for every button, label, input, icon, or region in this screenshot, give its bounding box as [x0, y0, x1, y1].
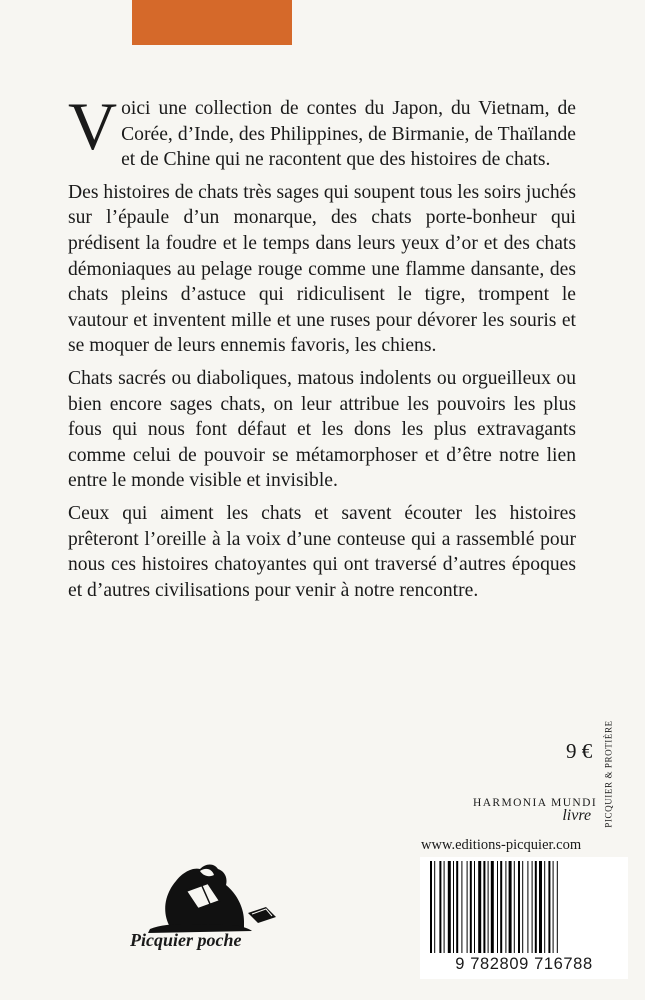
distributor-name: HARMONIA MUNDI	[473, 797, 598, 809]
publisher-url: www.editions-picquier.com	[421, 837, 582, 853]
distributor-sub: livre	[562, 807, 592, 824]
blurb-paragraph-1	[68, 88, 576, 173]
blurb-paragraph-2: Des histoires de chats très sages qui soupent tous les soirs juchés sur l’épaule d’un monarque, des chats porte-bonheur qui prédisent la foudre et le temps dans leurs yeux d’or et des chats démoniaques au pelage rouge comme une flamme dansante, des chats pleins d’astuce qui ridiculisent le tigre, trompent le vautour et inventent mille et une ruses pour dévorer les souris et se moquer de leurs ennemis favoris, les chiens.	[68, 181, 576, 357]
isbn-barcode	[420, 857, 628, 979]
orange-accent-band	[132, 0, 292, 45]
distributor-logo	[473, 797, 597, 825]
blurb-paragraph-3: Chats sacrés ou diaboliques, matous indolents ou orgueilleux ou bien encore sages chats, on leur attribue les pouvoirs les plus fous qui nous font défaut et les dons les plus extravagants comme celui de pouvoir se métamorphoser et d’être notre lien entre le monde visible et invisible.	[68, 367, 576, 492]
price-label: 9 €	[566, 739, 593, 763]
blurb-paragraph-4: Ceux qui aiment les chats et savent écouter les histoires prêteront l’oreille à la voix d’une conteuse qui a rassemblé pour nous ces histoires chatoyantes qui ont traversé d’autres époques et d’autres civilisations pour venir à notre rencontre.	[68, 502, 576, 601]
drop-cap: V	[68, 88, 118, 164]
imprint-logo-text: Picquier poche	[130, 930, 242, 950]
back-cover-blurb	[68, 88, 576, 610]
publisher-vertical-text: PICQUIER & PROTIÈRE	[604, 720, 614, 828]
barcode-bars-icon	[430, 861, 618, 955]
reading-monk-logo-icon	[140, 855, 285, 935]
barcode-digits: 9 782809 716788	[455, 955, 593, 973]
blurb-paragraph-1-text: oici une collection de contes du Japon, du Vietnam, de Corée, d’Inde, des Philippines, de Birmanie, de Thaïlande et de Chine qui ne racontent que des histoires de chats.	[121, 98, 576, 171]
publisher-vertical-label	[600, 720, 618, 828]
